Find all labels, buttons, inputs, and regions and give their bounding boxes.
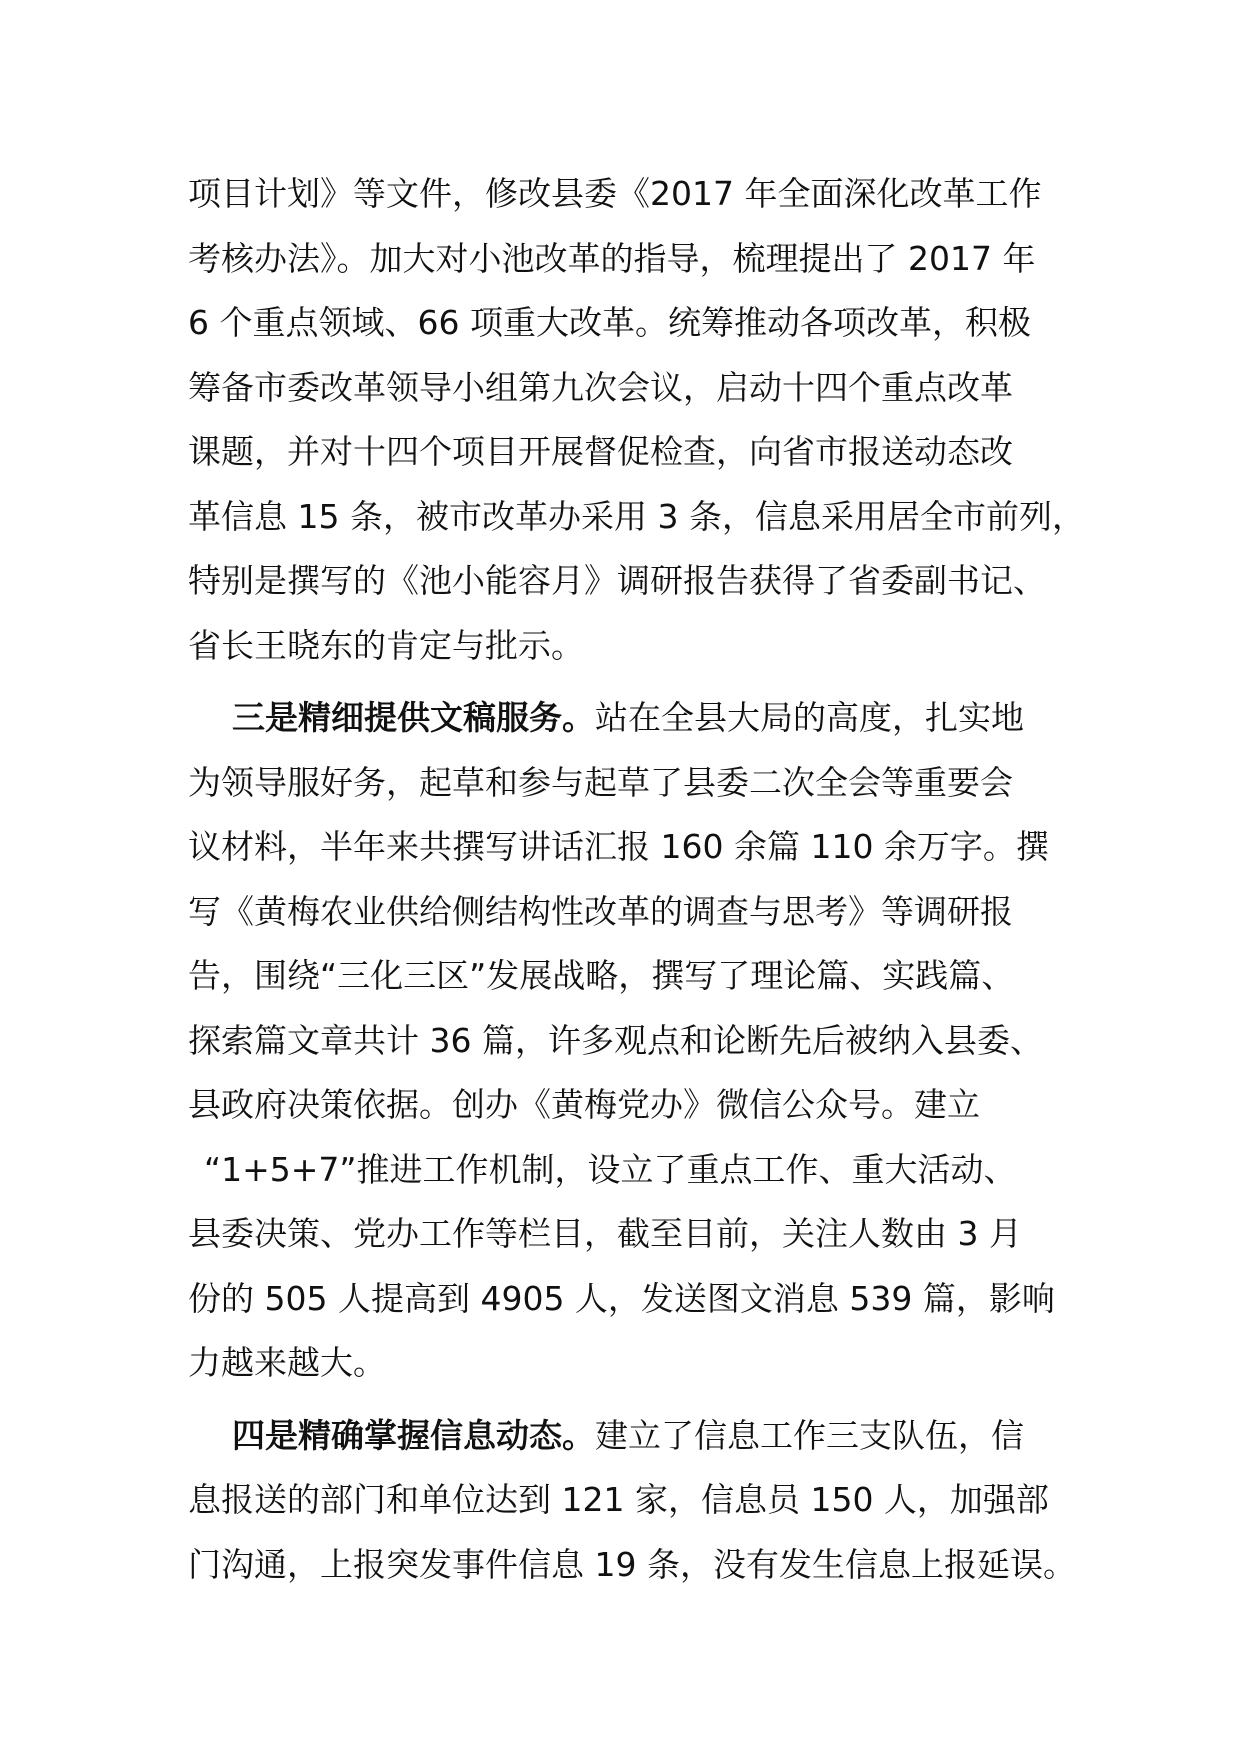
text-line: 份的 505 人提高到 4905 人，发送图文消息 539 篇，影响 (188, 1278, 1055, 1318)
text-line: 项目计划》等文件，修改县委《2017 年全面深化改革工作 (188, 174, 1042, 213)
text-line: 探索篇文章共计 36 篇，许多观点和论断先后被纳入县委、 (188, 1020, 1043, 1060)
text-line: 告，围绕“三化三区”发展战略，撰写了理论篇、实践篇、 (188, 956, 1015, 995)
text-line: 写《黄梅农业供给侧结构性改革的调查与思考》等调研报 (188, 891, 1013, 931)
text-line: 门沟通，上报突发事件信息 19 条，没有发生信息上报延误。 (188, 1544, 1076, 1584)
paragraph-first-line (188, 686, 1078, 751)
text-run: 站在全县大局的高度，扎实地 (595, 698, 1024, 737)
text-line: 县委决策、党办工作等栏目，截至目前，关注人数由 3 月 (188, 1214, 1022, 1253)
paragraph-first-line (188, 1404, 1078, 1469)
text-line: 息报送的部门和单位达到 121 家，信息员 150 人，加强部 (188, 1480, 1049, 1519)
text-line: 县政府决策依据。创办《黄梅党办》微信公众号。建立 (188, 1085, 980, 1124)
text-line: 议材料，半年来共撰写讲话汇报 160 余篇 110 余万字。撰 (188, 827, 1049, 866)
document-body (188, 162, 1085, 1597)
text-line: 课题，并对十四个项目开展督促检查，向省市报送动态改 (188, 432, 1013, 471)
paragraph-2 (188, 686, 1078, 1396)
paragraph-lead-heading: 四是精确掌握信息动态。 (232, 1415, 595, 1455)
text-line: 力越来越大。 (188, 1343, 386, 1382)
text-line: 革信息 15 条，被市改革办采用 3 条，信息采用居全市前列， (188, 496, 1085, 536)
paragraph-1 (188, 162, 1085, 678)
text-line: 筹备市委改革领导小组第九次会议，启动十四个重点改革 (188, 367, 1013, 407)
text-run: 建立了信息工作三支队伍，信 (595, 1415, 1024, 1455)
text-line: 特别是撰写的《池小能容月》调研报告获得了省委副书记、 (188, 561, 1046, 600)
text-line: 省长王晓东的肯定与批示。 (188, 625, 584, 665)
text-line: 考核办法》。加大对小池改革的指导，梳理提出了 2017 年 (188, 238, 1036, 278)
paragraph-3 (188, 1404, 1078, 1598)
text-line: 6 个重点领域、66 项重大改革。统筹推动各项改革，积极 (188, 303, 1031, 342)
text-line: “1+5+7”推进工作机制，设立了重点工作、重大活动、 (204, 1149, 1017, 1189)
paragraph-lead-heading: 三是精细提供文稿服务。 (232, 698, 595, 737)
text-line: 为领导服好务，起草和参与起草了县委二次全会等重要会 (188, 762, 1013, 802)
